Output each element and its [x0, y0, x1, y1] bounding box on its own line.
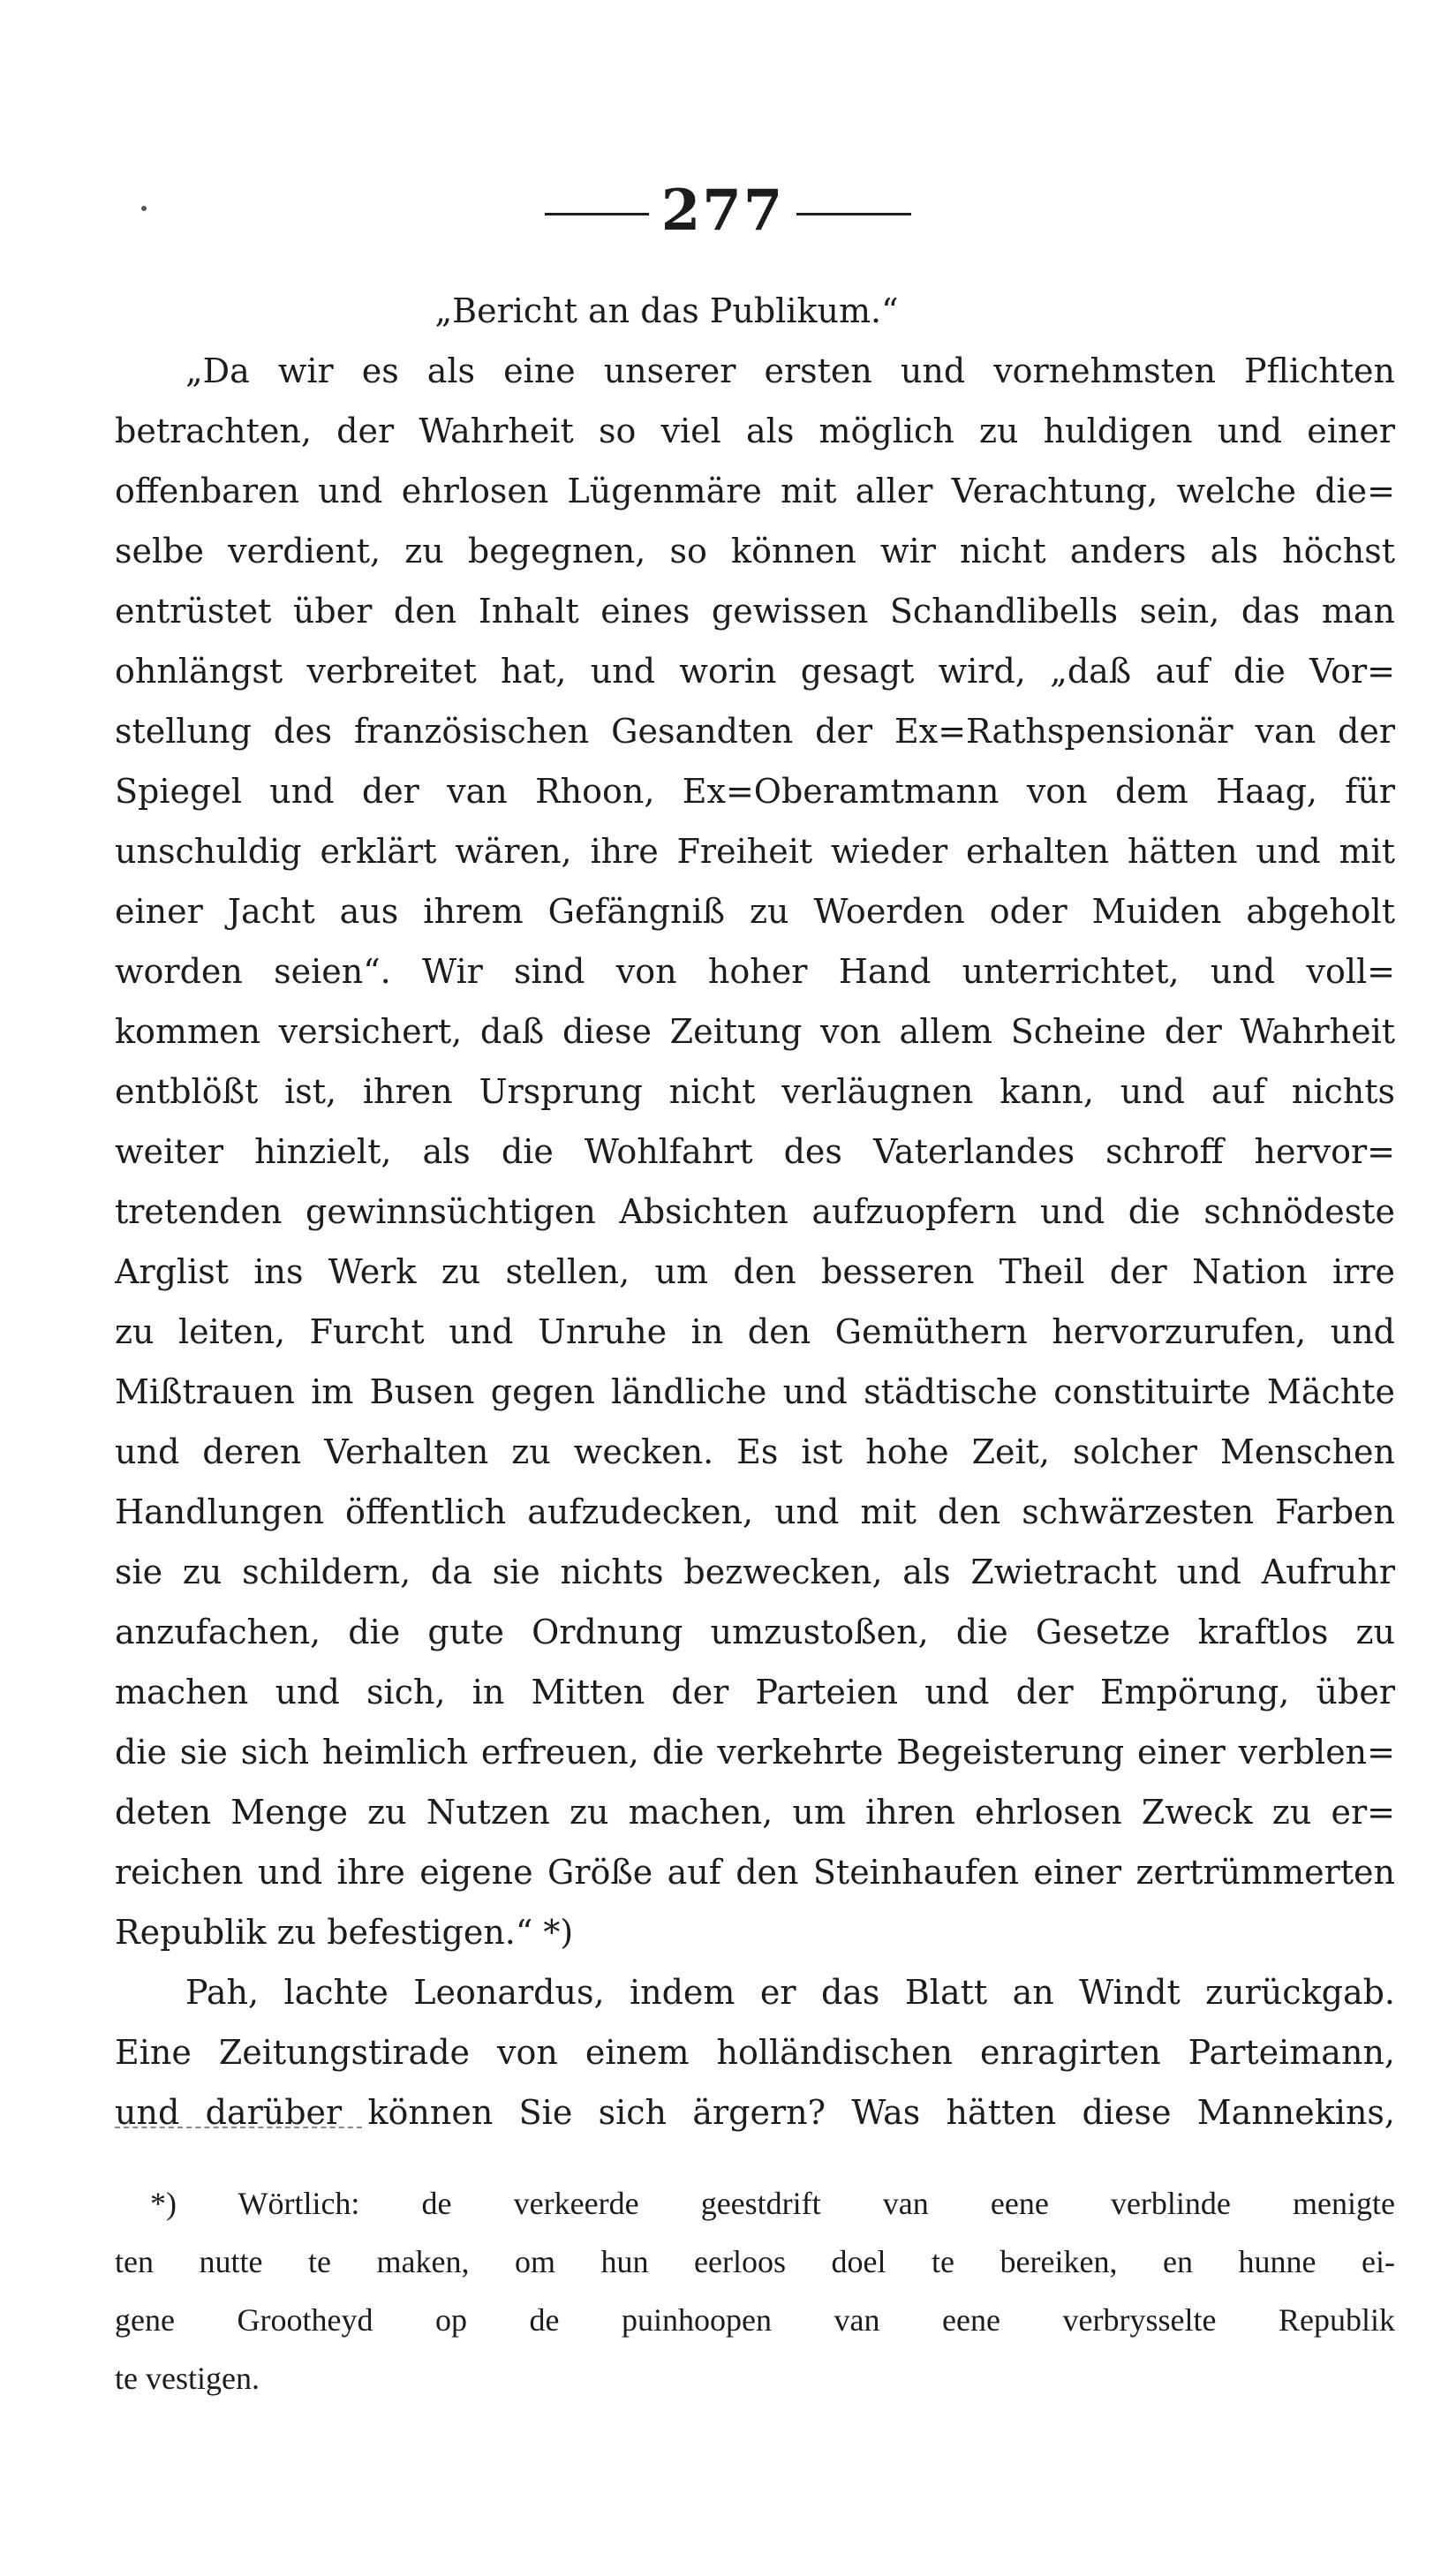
footnote: [115, 2174, 1395, 2407]
footnote-line: *) Wörtlich: de verkeerde geestdrift van eene verblinde menigte: [150, 2186, 1395, 2221]
footnote-line: gene Grootheyd op de puinhoopen van eene verbrysselte Republik: [115, 2302, 1395, 2338]
text-line: und deren Verhalten zu wecken. Es ist hohe Zeit, solcher Menschen: [115, 1432, 1395, 1471]
text-line: Mißtrauen im Busen gegen ländliche und städtische constituirte Mächte: [115, 1372, 1395, 1411]
footnote-line: ten nutte te maken, om hun eerloos doel te bereiken, en hunne ei-: [115, 2244, 1395, 2279]
text-line: stellung des französischen Gesandten der Ex=Rathspensionär van der: [115, 712, 1395, 751]
text-line: entrüstet über den Inhalt eines gewissen Schandlibells sein, das man: [115, 592, 1395, 631]
text-line: tretenden gewinnsüchtigen Absichten aufzuopfern und die schnödeste: [115, 1192, 1395, 1231]
text-line: sie zu schildern, da sie nichts bezwecken, als Zwietracht und Aufruhr: [115, 1553, 1395, 1591]
header-dash-right: [796, 213, 911, 215]
text-line: offenbaren und ehrlosen Lügenmäre mit aller Verachtung, welche die=: [115, 472, 1395, 510]
footnote-separator: [115, 2127, 362, 2128]
text-line: entblößt ist, ihren Ursprung nicht verläugnen kann, und auf nichts: [115, 1072, 1395, 1111]
quoted-report-paragraph: [115, 341, 1395, 1962]
text-line: „Da wir es als eine unserer ersten und vornehmsten Pflichten: [185, 351, 1395, 390]
text-line: deten Menge zu Nutzen zu machen, um ihren ehrlosen Zweck zu er=: [115, 1793, 1395, 1832]
main-text: [115, 281, 1395, 2142]
text-line: einer Jacht aus ihrem Gefängniß zu Woerden oder Muiden abgeholt: [115, 892, 1395, 931]
text-line: machen und sich, in Mitten der Parteien und der Empörung, über: [115, 1673, 1395, 1711]
text-line: Eine Zeitungstirade von einem holländischen enragirten Parteimann,: [115, 2033, 1395, 2072]
text-line: unschuldig erklärt wären, ihre Freiheit wieder erhalten hätten und mit: [115, 832, 1395, 871]
text-line: Pah, lachte Leonardus, indem er das Blatt an Windt zurückgab.: [185, 1973, 1395, 2012]
footnote-line: te vestigen.: [115, 2361, 260, 2396]
text-line: und darüber können Sie sich ärgern? Was hätten diese Mannekins,: [115, 2093, 1395, 2132]
text-line: Spiegel und der van Rhoon, Ex=Oberamtmann von dem Haag, für: [115, 772, 1395, 811]
narrative-paragraph: [115, 1962, 1395, 2142]
article-title: „Bericht an das Publikum.“: [434, 291, 899, 330]
text-line: kommen versichert, daß diese Zeitung von allem Scheine der Wahrheit: [115, 1012, 1395, 1051]
text-line: zu leiten, Furcht und Unruhe in den Gemüthern hervorzurufen, und: [115, 1312, 1395, 1351]
text-line: Handlungen öffentlich aufzudecken, und mit den schwärzesten Farben: [115, 1492, 1395, 1531]
page-header: [0, 175, 1456, 246]
text-line: selbe verdient, zu begegnen, so können wir nicht anders als höchst: [115, 532, 1395, 570]
text-line: worden seien“. Wir sind von hoher Hand unterrichtet, und voll=: [115, 952, 1395, 991]
text-line: betrachten, der Wahrheit so viel als möglich zu huldigen und einer: [115, 412, 1395, 450]
text-line: die sie sich heimlich erfreuen, die verkehrte Begeisterung einer verblen=: [115, 1733, 1395, 1772]
text-line: reichen und ihre eigene Größe auf den Steinhaufen einer zertrümmerten: [115, 1853, 1395, 1892]
text-line: weiter hinzielt, als die Wohlfahrt des Vaterlandes schroff hervor=: [115, 1132, 1395, 1171]
text-line: Republik zu befestigen.“ *): [115, 1913, 574, 1952]
text-line: anzufachen, die gute Ordnung umzustoßen, die Gesetze kraftlos zu: [115, 1613, 1395, 1651]
text-line: Arglist ins Werk zu stellen, um den besseren Theil der Nation irre: [115, 1252, 1395, 1291]
page-number: 277: [660, 177, 785, 244]
text-line: ohnlängst verbreitet hat, und worin gesagt wird, „daß auf die Vor=: [115, 652, 1395, 691]
header-dash-left: [545, 213, 649, 215]
